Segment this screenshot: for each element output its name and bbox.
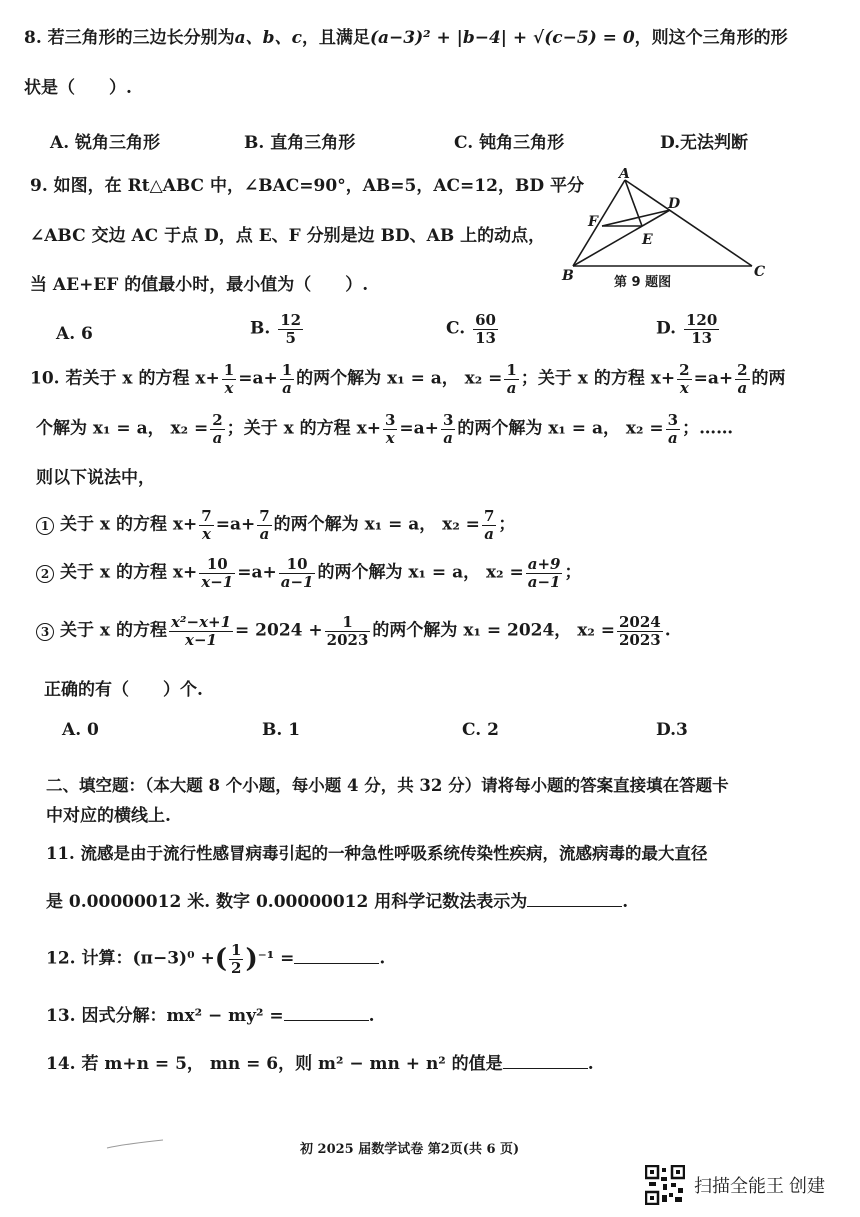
q10-line1: 10. 若关于 x 的方程 x+ $\frac{1}{x}$ =a+ $\frac{1}{a}$ 的两个解为 x₁ = a， x₂ = $\frac{1}{a}$ ；关于 x 的方程 x+ $\frac{2}{x}$ =a+ $\frac{2}{a}$ 的两: [30, 361, 786, 397]
q8-line1: 8. 若三角形的三边长分别为a、b、c，且满足(a−3)² + |b−4| + √(c−5) = 0，则这个三角形的形: [24, 28, 788, 48]
q9-option-d: D. $\frac{120}{13}$: [656, 311, 718, 347]
q13-line: 13. 因式分解：mx² − my² = .: [46, 1006, 375, 1026]
q11-answer-blank[interactable]: [527, 892, 622, 907]
q8-line2: 状是（ ）.: [24, 78, 132, 98]
page-footer: 初 2025 届数学试卷 第2页(共 6 页): [300, 1142, 520, 1157]
label-b: B: [562, 268, 574, 284]
circled-two-icon: 2: [36, 565, 54, 583]
q11-line1: 11. 流感是由于流行性感冒病毒引起的一种急性呼吸系统传染性疾病，流感病毒的最大直径: [46, 844, 708, 863]
q14-line: 14. 若 m+n = 5， mn = 6，则 m² − mn + n² 的值是 .: [46, 1054, 594, 1074]
q10-line2: 个解为 x₁ = a， x₂ = $\frac{2}{a}$ ；关于 x 的方程 x+ $\frac{3}{x}$ =a+ $\frac{3}{a}$ 的两个解为 x₁ = a， x₂ = $\frac{3}{a}$ ；……: [36, 411, 734, 447]
section2-heading-line2: 中对应的横线上.: [46, 806, 171, 826]
qr-code-icon: [645, 1165, 685, 1205]
q10-correct-count: 正确的有（ ）个.: [44, 680, 203, 700]
q11-line2: 是 0.00000012 米. 数字 0.00000012 用科学记数法表示为 .: [46, 892, 629, 912]
q9-line3: 当 AE+EF 的值最小时，最小值为（ ）.: [30, 275, 369, 295]
q10-statement-3: 3 关于 x 的方程 $\frac{\text{x²−x+1}}{x-1}$ = 2024 + $\frac{1}{2023}$ 的两个解为 x₁ = 2024， x₂ = $\frac{2024}{2023}$ .: [36, 614, 671, 648]
q9-option-c-frac: $\frac{60}{13}$: [475, 311, 496, 347]
q9-line2: ∠ABC 交边 AC 于点 D，点 E、F 分别是边 BD、AB 上的动点，: [30, 226, 546, 246]
q9-option-d-frac: $\frac{120}{13}$: [685, 311, 718, 347]
label-d: D: [668, 196, 681, 212]
q12-answer-blank[interactable]: [294, 949, 379, 964]
label-f: F: [588, 214, 598, 230]
q9-option-c: C. $\frac{60}{13}$: [446, 311, 496, 347]
label-a: A: [619, 168, 630, 182]
q10-statement-1: 1 关于 x 的方程 x+ $\frac{7}{x}$ =a+ $\frac{7}{a}$ 的两个解为 x₁ = a， x₂ = $\frac{7}{a}$ ；: [36, 508, 515, 542]
q8-option-b: B. 直角三角形: [244, 133, 356, 153]
scanner-watermark: 扫描全能王 创建: [694, 1176, 826, 1196]
q9-figure: [560, 168, 780, 290]
scan-artifact-mark: [105, 1138, 165, 1150]
section2-heading-line1: 二、填空题：（本大题 8 个小题，每小题 4 分，共 32 分）请将每小题的答案直接填在答题卡: [46, 776, 729, 795]
q13-answer-blank[interactable]: [284, 1006, 369, 1021]
q9-option-b: B. $\frac{12}{5}$: [250, 311, 302, 347]
q9-figure-caption: 第 9 题图: [614, 275, 672, 290]
q9-line1: 9. 如图，在 Rt△ABC 中，∠BAC=90°，AB=5，AC=12，BD 平分: [30, 176, 584, 196]
q12-line: 12. 计算：(π−3)⁰ +( $\frac{1}{2}$ )⁻¹ = .: [46, 941, 386, 977]
q14-answer-blank[interactable]: [503, 1054, 588, 1069]
segment-ac: [625, 180, 752, 266]
segment-fd: [602, 210, 670, 226]
q9-option-a: A. 6: [56, 324, 93, 344]
q10-option-a: A. 0: [62, 720, 99, 740]
label-e: E: [642, 232, 653, 248]
q9-option-b-frac: $\frac{12}{5}$: [280, 311, 302, 347]
q10-option-b: B. 1: [262, 720, 301, 740]
circled-one-icon: 1: [36, 517, 54, 535]
q8-vars: a、b、c: [234, 28, 302, 48]
label-c: C: [754, 264, 766, 280]
q8-option-c: C. 钝角三角形: [454, 133, 565, 153]
circled-three-icon: 3: [36, 623, 54, 641]
q8-option-a: A. 锐角三角形: [50, 133, 161, 153]
q10-line3: 则以下说法中，: [36, 468, 155, 488]
q10-option-d: D.3: [656, 720, 688, 740]
q10-option-c: C. 2: [462, 720, 499, 740]
q8-option-d: D.无法判断: [660, 133, 749, 153]
q10-statement-2: 2 关于 x 的方程 x+ $\frac{10}{x-1}$ =a+ $\frac{10}{a-1}$ 的两个解为 x₁ = a， x₂ = $\frac{a+9}{a-1}$ ；: [36, 556, 581, 590]
q8-equation: (a−3)² + |b−4| + √(c−5) = 0: [369, 28, 635, 48]
